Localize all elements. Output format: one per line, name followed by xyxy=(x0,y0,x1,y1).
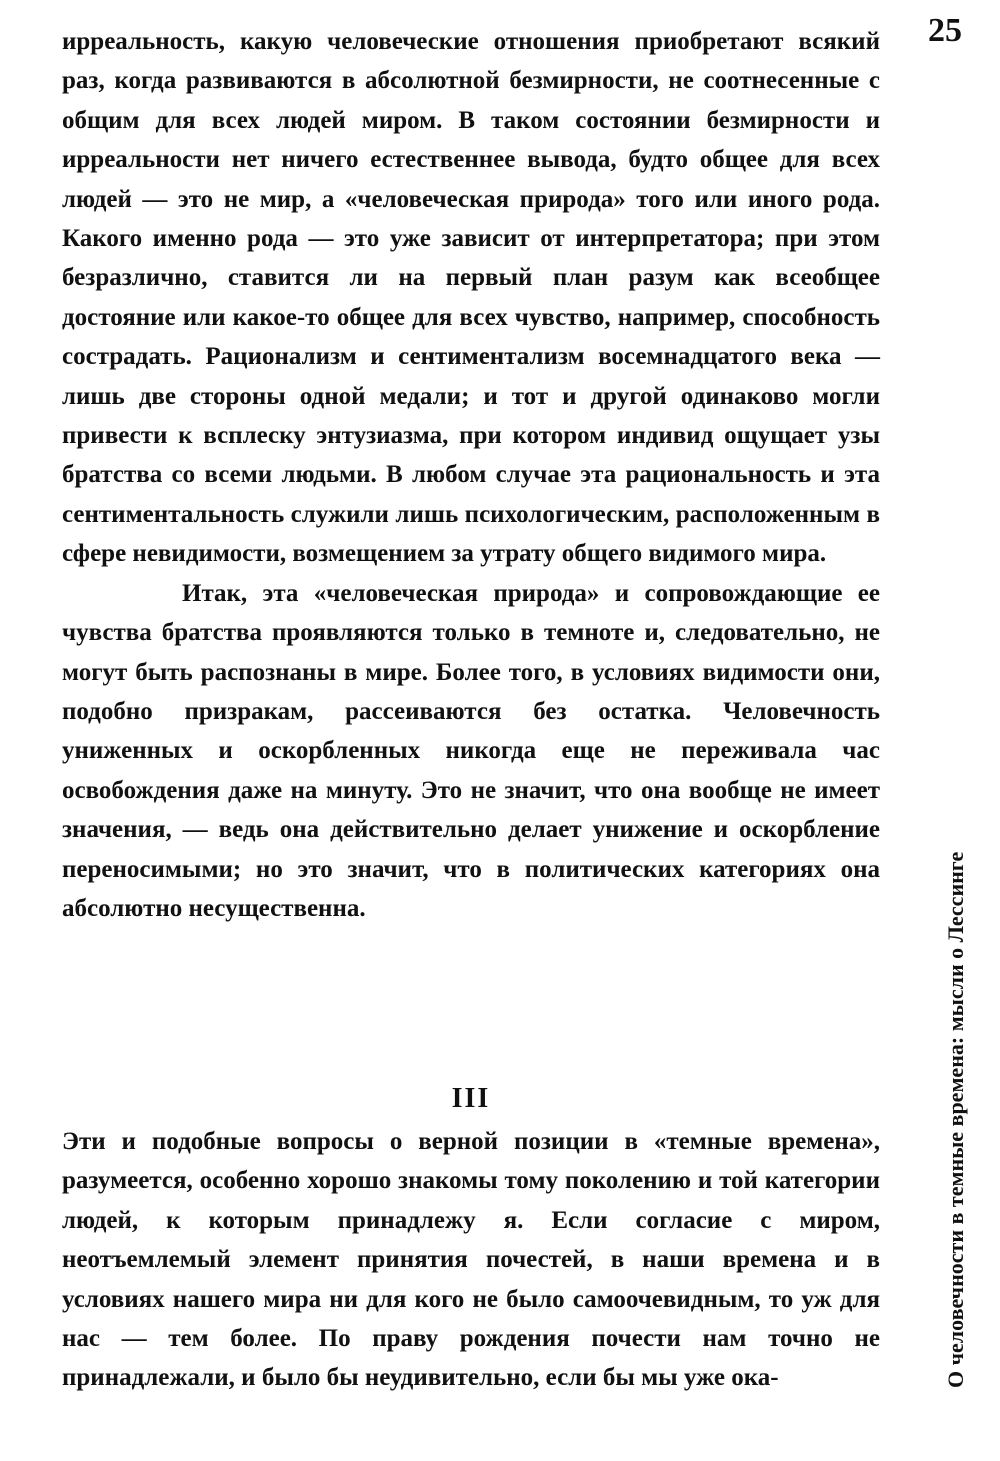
running-header: О человечности в темные времена: мысли о Лессинге xyxy=(943,851,968,1388)
text-block-upper xyxy=(62,22,880,928)
paragraph: Эти и подобные вопросы о верной позиции в «темные времена», разумеется, особенно хорошо знакомы тому поколению и той категории людей, к которым принадлежу я. Если согласие с миром, неотъемлемый элемент принятия почестей, в наши времена и в условиях нашего мира ни для кого не было самоочевидным, то уж для нас — тем более. По праву рождения почести нам точно не принадлежали, и было бы неудивительно, если бы мы уже ока- xyxy=(62,1128,880,1392)
paragraph: Итак, эта «человеческая природа» и сопровождающие ее чувства братства проявляются только в темноте и, следовательно, не могут быть распознаны в мире. Более того, в условиях видимости они, подобно призракам, рассеиваются без остатка. Человечность униженных и оскорбленных никогда еще не переживала час освобождения даже на минуту. Это не значит, что она вообще не имеет значения, — ведь она действительно делает унижение и оскорбление переносимыми; но это значит, что в политических категориях она абсолютно несущественна. xyxy=(62,579,880,922)
section-heading: III xyxy=(451,1083,491,1114)
page-number: 25 xyxy=(928,12,962,49)
text-block-lower xyxy=(62,1122,880,1398)
paragraph: ирреальность, какую человеческие отношения приобретают всякий раз, когда развиваются в абсолютной безмирности, не соотнесенные с общим для всех людей миром. В таком состоянии безмирности и ирреальности нет ничего естественнее вывода, будто общее для всех людей — это не мир, а «человеческая природа» того или иного рода. Какого именно рода — это уже зависит от интерпретатора; при этом безразлично, ставится ли на первый план разум как всеобщее достояние или какое-то общее для всех чувство, например, способность сострадать. Рационализм и сентиментализм восемнадцатого века — лишь две стороны одной медали; и тот и другой одинаково могли привести к всплеску энтузиазма, при котором индивид ощущает узы братства со всеми людьми. В любом случае эта рациональность и эта сентиментальность служили лишь психологическим, расположенным в сфере невидимости, возмещением за утрату общего видимого мира. xyxy=(62,28,880,568)
